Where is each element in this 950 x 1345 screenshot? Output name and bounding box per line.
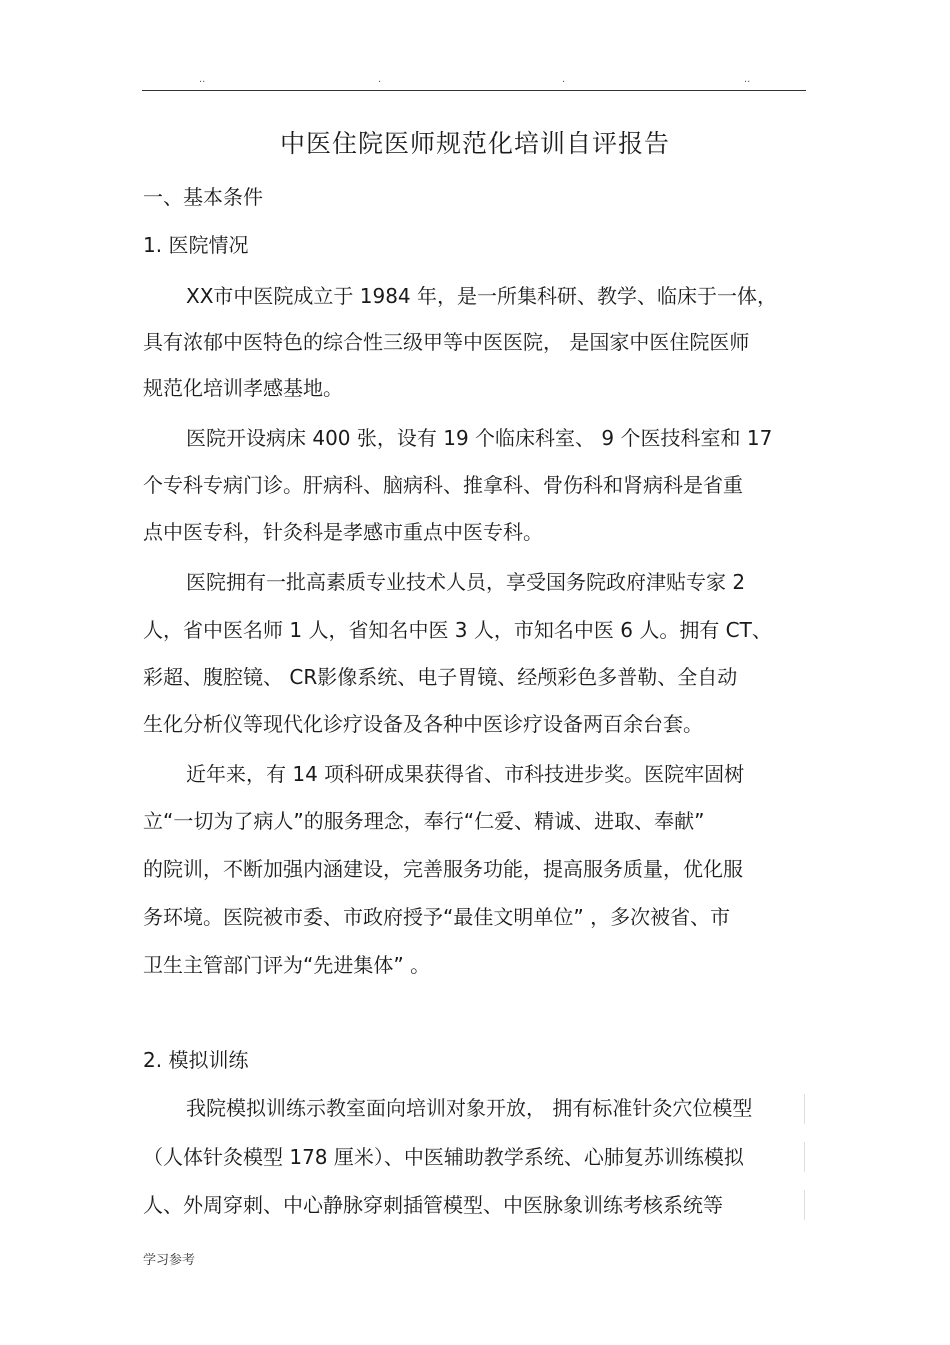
- paragraph-line: 个专科专病门诊。肝病科、脑病科、推拿科、骨伤科和肾病科是省重: [143, 473, 743, 497]
- paragraph-line: 人、外周穿刺、中心静脉穿刺插管模型、中医脉象训练考核系统等: [143, 1193, 723, 1217]
- table-border: [804, 1142, 805, 1172]
- section-heading: 一、基本条件: [143, 185, 263, 209]
- paragraph-line: 立“一切为了病人”的服务理念，奉行“仁爱、精诚、进取、奉献”: [143, 809, 705, 833]
- subsection-heading: 2. 模拟训练: [143, 1048, 249, 1072]
- paragraph-line: 的院训，不断加强内涵建设，完善服务功能，提高服务质量，优化服: [143, 857, 743, 881]
- header-mark: ..: [199, 74, 206, 85]
- paragraph-line: 彩超、腹腔镜、 CR影像系统、电子胃镜、经颅彩色多普勒、全自动: [143, 665, 738, 689]
- paragraph-line: 近年来，有 14 项科研成果获得省、市科技进步奖。医院牢固树: [186, 762, 745, 786]
- paragraph-line: 生化分析仪等现代化诊疗设备及各种中医诊疗设备两百余台套。: [143, 712, 703, 736]
- paragraph-line: XX市中医院成立于 1984 年，是一所集科研、教学、临床于一体，: [186, 284, 778, 308]
- paragraph-line: 卫生主管部门评为“先进集体” 。: [143, 953, 431, 977]
- page-footer: 学习参考: [143, 1253, 196, 1268]
- table-border: [804, 1190, 805, 1220]
- paragraph-line: 具有浓郁中医特色的综合性三级甲等中医医院， 是国家中医住院医师: [143, 330, 750, 354]
- subsection-heading: 1. 医院情况: [143, 233, 249, 257]
- paragraph-line: （人体针灸模型 178 厘米）、中医辅助教学系统、心肺复苏训练模拟: [143, 1145, 744, 1169]
- header-rule: [142, 90, 806, 91]
- header-mark: ..: [744, 74, 751, 85]
- header-marks: [142, 74, 806, 88]
- document-title: 中医住院医师规范化培训自评报告: [279, 129, 670, 158]
- table-border: [804, 1094, 805, 1124]
- paragraph-line: 我院模拟训练示教室面向培训对象开放， 拥有标准针灸穴位模型: [186, 1096, 753, 1120]
- header-mark: .: [378, 74, 382, 85]
- paragraph-line: 医院拥有一批高素质专业技术人员，享受国务院政府津贴专家 2: [186, 570, 746, 594]
- paragraph-line: 医院开设病床 400 张，设有 19 个临床科室、 9 个医技科室和 17: [186, 426, 773, 450]
- paragraph-line: 人，省中医名师 1 人，省知名中医 3 人，市知名中医 6 人。拥有 CT、: [143, 618, 772, 642]
- header-mark: .: [562, 74, 566, 85]
- paragraph-line: 务环境。医院被市委、市政府授予“最佳文明单位” ，多次被省、市: [143, 905, 731, 929]
- paragraph-line: 规范化培训孝感基地。: [143, 376, 343, 400]
- paragraph-line: 点中医专科，针灸科是孝感市重点中医专科。: [143, 520, 543, 544]
